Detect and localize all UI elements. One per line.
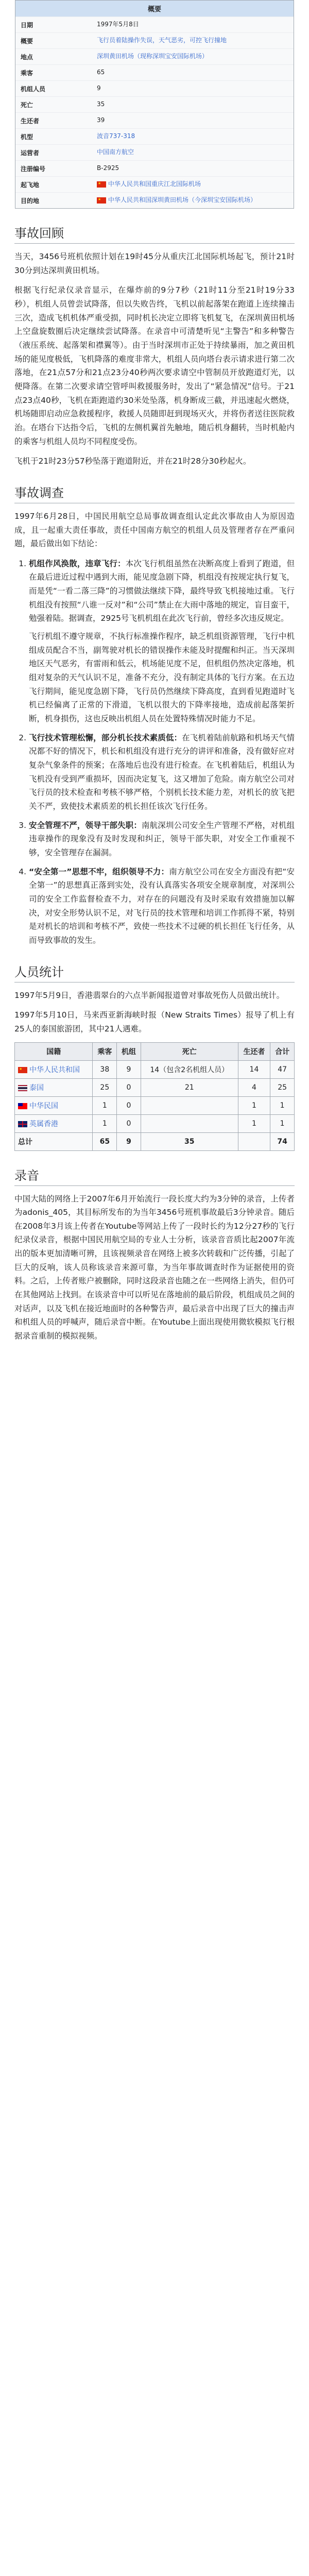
infobox-label: 乘客 bbox=[21, 69, 33, 77]
finding-head: “安全第一”思想不牢，组织领导不力： bbox=[29, 867, 169, 876]
table-cell: 65 bbox=[93, 1132, 117, 1150]
list-item bbox=[29, 865, 295, 947]
table-cell: 35 bbox=[141, 1132, 238, 1150]
column-header: 生还者 bbox=[238, 1042, 270, 1060]
table-cell: 14 bbox=[238, 1060, 270, 1078]
column-header: 乘客 bbox=[93, 1042, 117, 1060]
column-header: 国籍 bbox=[15, 1042, 93, 1060]
infobox-label: 目的地 bbox=[21, 197, 40, 205]
infobox-label: 死亡 bbox=[21, 101, 33, 109]
table-cell: 1 bbox=[238, 1114, 270, 1132]
infobox-label: 地点 bbox=[21, 53, 33, 61]
table-cell: 1 bbox=[238, 1096, 270, 1114]
column-header: 死亡 bbox=[141, 1042, 238, 1060]
flag-prc-icon bbox=[97, 197, 106, 204]
finding-continuation: 飞行机组不遵守规章，不执行标准操作程序，缺乏机组资源管理，飞行中机组成员配合不当，副驾驶对机长的错误操作未能及时提醒和纠正。当天深圳地区天气恶劣，有雷雨和低云，机场能见度不足，但机组仍然决定落地，机组对复杂的天气认识不足，准备不充分，没有制定具体的飞行方案。在五边飞行期间，能见度急剧下降，飞行员仍然继续下降高度，直到看见跑道时飞机已经偏离了正常的下滑道，飞机以很大的下降率接地，造成前起落架折断，机身损伤，这也反映出机组人员在处置特殊情况时能力不足。 bbox=[29, 632, 295, 724]
table-cell: 21 bbox=[141, 1078, 238, 1096]
infobox-row-operator bbox=[15, 144, 294, 160]
infobox-value: 35 bbox=[97, 100, 105, 108]
infobox-label: 注册编号 bbox=[21, 165, 46, 173]
table-cell: 25 bbox=[270, 1078, 295, 1096]
table-cell: 38 bbox=[93, 1060, 117, 1078]
infobox-row-origin bbox=[15, 176, 294, 192]
flag-prc-icon bbox=[97, 181, 106, 188]
flag-british-hong-kong-icon bbox=[18, 1121, 27, 1127]
finding-head: 安全管理不严，领导干部失职： bbox=[29, 820, 142, 830]
infobox-label: 机组人员 bbox=[21, 85, 46, 93]
article-content bbox=[0, 223, 309, 1343]
flag-prc-icon bbox=[18, 1067, 27, 1073]
infobox-value-link[interactable]: 波音737-318 bbox=[97, 132, 135, 140]
infobox-value: 9 bbox=[97, 84, 101, 92]
infobox-label: 概要 bbox=[21, 37, 33, 45]
flag-thailand-icon bbox=[18, 1085, 27, 1091]
infobox-label: 日期 bbox=[21, 21, 33, 29]
paragraph: 中国大陆的网络上于2007年6月开始流行一段长度大约为3分钟的录音，上传者为adonis_405，其目标所发布的为当年3456号班机事故最后3分钟录音。随后在2008年3月该上传者在Youtube等网站上传了一段时长约为12分27秒的飞行纪录仪录音，根据中国民用航空局的专业人士分析，该录音音质比起2007年流出的版本更加清晰可辨，且该视频录音在网络上被多次转载和广泛传播，引起了巨大的反响，该人员称该录音来源可靠，为当年事故调查时作为证据使用的资料。之后，上传者账户被删除，同时这段录音也随之在一些网络上消失，但仍可在其他网站上找到。在该录音中可以听见在落地前的最后阶段，机组成员之间的对话声，以及飞机在接近地面时的各种警告声，最后录音中出现了巨大的撞击声和机组人员的呼喊声，随后录音中断。在Youtube上面出现使用微软模拟飞行根据录音重制的模拟视频。 bbox=[14, 1194, 295, 1341]
paragraph: 当天，3456号班机依照计划在19时45分从重庆江北国际机场起飞，预计21时30分到达深圳黄田机场。 bbox=[14, 252, 295, 275]
infobox-row-deaths bbox=[15, 96, 294, 112]
infobox-row-registration bbox=[15, 160, 294, 176]
table-cell: 0 bbox=[117, 1114, 141, 1132]
list-item bbox=[29, 731, 295, 814]
section-heading-investigation: 事故调查 bbox=[14, 483, 295, 503]
table-row bbox=[15, 1096, 295, 1114]
column-header: 机组 bbox=[117, 1042, 141, 1060]
findings-list bbox=[14, 557, 295, 947]
paragraph: 1997年5月9日，香港翡翠台的六点半新闻报道曾对事故死伤人员做出统计。 bbox=[14, 990, 285, 1000]
infobox-value: 65 bbox=[97, 69, 105, 76]
infobox-row-destination bbox=[15, 192, 294, 208]
list-item bbox=[29, 819, 295, 860]
table-cell: 4 bbox=[238, 1078, 270, 1096]
column-header: 合计 bbox=[270, 1042, 295, 1060]
casualty-table bbox=[14, 1042, 295, 1151]
infobox-label: 运营者 bbox=[21, 149, 40, 157]
table-header-row bbox=[15, 1042, 295, 1060]
table-cell: 9 bbox=[117, 1132, 141, 1150]
finding-head: 机组作风涣散，违章飞行： bbox=[29, 558, 126, 568]
table-cell: 14（包含2名机组人员） bbox=[141, 1060, 238, 1078]
table-total-row bbox=[15, 1132, 295, 1150]
infobox-row-summary bbox=[15, 32, 294, 48]
infobox-label: 机型 bbox=[21, 133, 33, 141]
table-cell: 47 bbox=[270, 1060, 295, 1078]
table-cell bbox=[238, 1132, 270, 1150]
table-row bbox=[15, 1078, 295, 1096]
finding-body: 在飞机着陆前航路和机场天气情况都不好的情况下，机长和机组没有进行充分的讲评和准备，没有做好应对复杂气象条件的预案；在落地后也没有进行检查。在飞机着陆后，机组认为飞机没有受到严重损坏，因而决定复飞，这又增加了危险。南方航空公司对飞行员的技术检查和考核不够严格，个别机长技术能力差，对机长的放飞把关不严，致使技术素质差的机长担任该次飞行任务。 bbox=[29, 733, 295, 811]
finding-head: 飞行技术管理松懈，部分机长技术素质低： bbox=[29, 733, 182, 742]
infobox-value-link[interactable]: 中华人民共和国深圳黄田机场（今深圳宝安国际机场） bbox=[108, 196, 257, 204]
table-cell: 0 bbox=[117, 1096, 141, 1114]
table-row bbox=[15, 1060, 295, 1078]
nationality-link[interactable]: 英属香港 bbox=[29, 1120, 58, 1128]
table-cell: 1 bbox=[270, 1096, 295, 1114]
infobox-label: 生还者 bbox=[21, 117, 40, 125]
table-cell: 74 bbox=[270, 1132, 295, 1150]
infobox-value-link[interactable]: 深圳黄田机场（现称深圳宝安国际机场） bbox=[97, 53, 209, 60]
infobox-label: 起飞地 bbox=[21, 181, 40, 189]
infobox-value-link[interactable]: 飞行员着陆操作失误，天气恶劣，可控飞行撞地 bbox=[97, 37, 227, 44]
infobox-header: 概要 bbox=[15, 1, 294, 16]
table-cell: 1 bbox=[93, 1096, 117, 1114]
nationality-link[interactable]: 中华民国 bbox=[29, 1101, 58, 1110]
table-cell: 1 bbox=[93, 1114, 117, 1132]
infobox-row-survivors bbox=[15, 112, 294, 128]
paragraph: 飞机于21时23分57秒坠落于跑道附近，并在21时28分30秒起火。 bbox=[14, 456, 251, 466]
section-heading-casualties: 人员统计 bbox=[14, 962, 295, 982]
paragraph: 1997年6月28日，中国民用航空总局事故调查组认定此次事故由人为原因造成，且一起重大责任事故，责任中国南方航空的机组人员及管理者存在严重问题，最后做出如下结论： bbox=[14, 511, 295, 549]
infobox bbox=[15, 0, 294, 209]
infobox-value: 1997年5月8日 bbox=[97, 21, 139, 28]
infobox-row-location bbox=[15, 48, 294, 64]
table-cell: 1 bbox=[270, 1114, 295, 1132]
finding-body: 南方航空公司在安全方面没有把“安全第一”的思想真正落到实处，没有认真落实各项安全规章制度，对深圳公司的安全工作监督检查不力，对存在的问题没有及时采取有效措施加以解决，对安全形势认识不足，对飞行员的技术管理和培训工作抓得不紧，特别是对机长的培训和考核不严，致使一些技术不过硬的机长担任飞行任务，从而导致事故的发生。 bbox=[29, 867, 295, 945]
table-cell: 25 bbox=[93, 1078, 117, 1096]
infobox-value: B-2925 bbox=[97, 164, 119, 172]
nationality-link[interactable]: 泰国 bbox=[29, 1083, 44, 1092]
section-heading-recording: 录音 bbox=[14, 1165, 295, 1186]
paragraph: 1997年5月10日，马来西亚新海峡时报（New Straits Times）报导了机上有25人的泰国旅游团，其中21人遇难。 bbox=[14, 1010, 295, 1033]
infobox-row-crew bbox=[15, 80, 294, 96]
finding-body: 本次飞行机组虽然在决断高度上看到了跑道，但在最后进近过程中遇到大雨，能见度急剧下降，机组没有按规定执行复飞，而是凭“一看二落三降”的习惯做法继续下降，最终导致飞机接地过重。飞行机组没有按照“八谁一反对”和“公司”禁止在大雨中落地的规定，盲目蛮干，勉强着陆。据调查，2925号飞机机组在此次飞行前，曾经多次违反规定。 bbox=[29, 558, 295, 623]
infobox-value: 39 bbox=[97, 116, 105, 124]
table-cell: 9 bbox=[117, 1060, 141, 1078]
list-item bbox=[29, 557, 295, 726]
infobox-value-link[interactable]: 中华人民共和国重庆江北国际机场 bbox=[108, 180, 201, 188]
infobox-row-passengers bbox=[15, 64, 294, 80]
table-cell bbox=[141, 1114, 238, 1132]
flag-roc-icon bbox=[18, 1103, 27, 1109]
table-cell: 总计 bbox=[15, 1132, 93, 1150]
infobox-row-aircraft bbox=[15, 128, 294, 144]
table-cell bbox=[141, 1096, 238, 1114]
infobox-row-date bbox=[15, 16, 294, 32]
finding-body: 南航深圳公司安全生产管理不严格，对机组违章操作的现象没有及时发现和纠正，领导干部失职，对安全工作重视不够，安全管理存在漏洞。 bbox=[29, 820, 295, 857]
section-heading-review: 事故回顾 bbox=[14, 223, 295, 244]
table-cell: 0 bbox=[117, 1078, 141, 1096]
infobox-value-link[interactable]: 中国南方航空 bbox=[97, 148, 134, 156]
table-row bbox=[15, 1114, 295, 1132]
nationality-link[interactable]: 中华人民共和国 bbox=[29, 1065, 80, 1074]
paragraph: 根据飞行纪录仪录音显示，在爆炸前的9分7秒（21时11分至21时19分33秒），机组人员曾尝试降落，但以失败告终，飞机以前起落架在跑道上连续撞击三次，造成飞机机体严重受损，同时机长决定立即将飞机复飞，在深圳黄田机场上空盘旋数圈后决定继续尝试降落。在录音中可清楚听见“主警告”和多种警告（液压系统、起落架和襟翼等）。由于当时深圳市正处于持续暴雨，加之黄田机场的能见度极低，飞机降落的难度非常大，机组人员向塔台表示请求进行第二次落地，在21点57分和21点23分40秒两次要求请空中管制员开放跑道灯光，以便降落。在第二次要求请空管呼叫救援服务时，发出了“紧急情况”信号。于21点23点40秒，飞机在距跑道约30米处坠落，机身断成三截，并迅速起火燃烧，机场随即启动应急救援程序，救援人员随即赶到现场灭火，并将伤者送往医院救治。在塔台下达指令后，飞机的左侧机翼首先触地，随后机身翻转，当时机舱内的乘客与机组人员均不同程度受伤。 bbox=[14, 285, 295, 446]
